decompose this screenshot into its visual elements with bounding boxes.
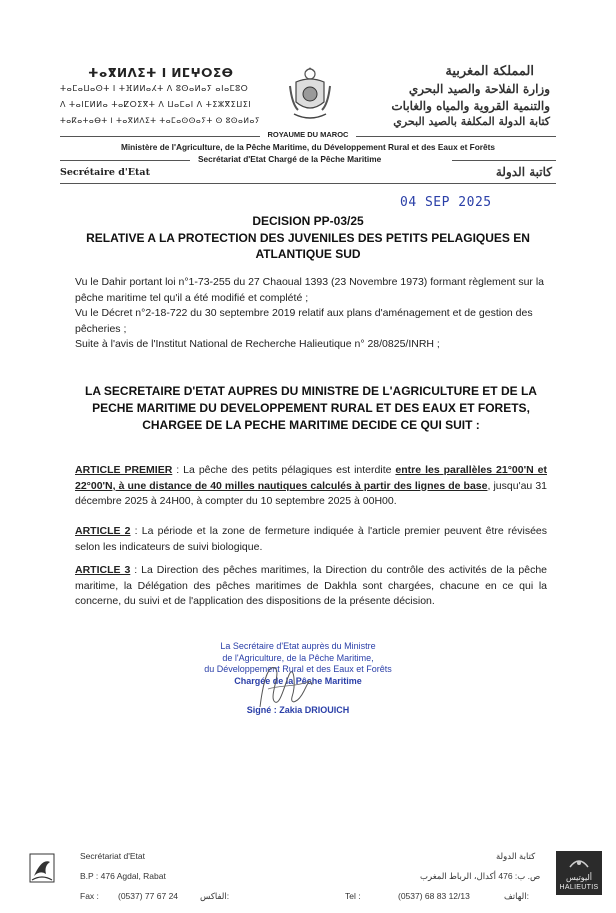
header-bottom-rule: [60, 183, 556, 184]
arabic-ministry-3: كتابة الدولة المكلفة بالصيد البحري: [393, 115, 550, 128]
article-2-label: ARTICLE 2: [75, 525, 131, 537]
tifinagh-ministry-1: ⵜⴰⵎⴰⵡⴰⵙⵜ ⵏ ⵜⴼⵍⵍⴰⵃⵜ ⴷ ⵓⵙⴰⵍⴰⵢ ⴰⵏⴰⵎⵓⵔ: [60, 84, 249, 93]
article-2-text: : La période et la zone de fermeture indiquée à l'article premier peuvent être révisées selon les indicateurs de suivi biologique.: [75, 525, 547, 553]
article-3: [75, 563, 547, 610]
secretariat-rule-left: [60, 160, 190, 161]
article-3-label: ARTICLE 3: [75, 564, 131, 576]
article-1: [75, 463, 547, 510]
arabic-kingdom: المملكة المغربية: [445, 64, 534, 79]
signed-by: Signé : Zakia DRIOUICH: [246, 705, 350, 715]
footer-tel: (0537) 68 83 12/13: [398, 891, 470, 901]
visa-decret: Vu le Décret n°2-18-722 du 30 septembre 2019 relatif aux plans d'aménagement et de gestion des pêcheries ;: [75, 307, 533, 335]
article-1-text-a: : La pêche des petits pélagiques est interdite: [172, 464, 396, 476]
article-1-label: ARTICLE PREMIER: [75, 464, 173, 476]
footer-fax-label: Fax :: [80, 891, 99, 901]
kingdom-label: ROYAUME DU MAROC: [267, 130, 349, 139]
footer-fr-title: Secrétariat d'Etat: [80, 851, 145, 861]
tifinagh-ministry-3: ⵜⴰⴽⴰⵜⴰⴱⵜ ⵏ ⵜⴰⴳⵍⴷⵉⵜ ⵜⴰⵎⴰⵙⵙⴰⵢⵜ ⵙ ⵓⵙⴰⵍⴰⵢ: [60, 116, 261, 125]
footer-fr-bp: B.P : 476 Agdal, Rabat: [80, 871, 166, 881]
visa-dahir: Vu le Dahir portant loi n°1-73-255 du 27 Chaoual 1393 (23 Novembre 1973) formant règlement sur la pêche maritime tel qu'il a été modifié et complété ;: [75, 276, 544, 304]
handwritten-signature: [240, 655, 330, 715]
article-1-zone: entre les parallèles 21°00'N et 22°00'N, à une distance de 40 milles nautiques calculés à partir des lignes de base: [75, 464, 547, 492]
footer-tel-ar: الهاتف:: [504, 891, 529, 901]
footer-ar-title: كتابة الدولة: [496, 851, 536, 861]
footer-tel-label: Tel :: [345, 891, 361, 901]
office-fr: Secrétaire d'Etat: [60, 167, 150, 178]
tifinagh-ministry-2: ⴷ ⵜⴰⵏⵎⵍⵍⴰ ⵜⴰⵇⵔⵉⴳⵜ ⴷ ⵡⴰⵎⴰⵏ ⴷ ⵜⵉⵣⴳⵉⵡⵉⵏ: [60, 100, 252, 109]
signature-line-4: Chargée de la Pêche Maritime: [234, 675, 362, 686]
decision-number: DECISION PP-03/25: [252, 214, 364, 228]
date-stamp: 04 SEP 2025: [400, 195, 492, 210]
coat-of-arms-emblem: [288, 66, 332, 122]
secretariat-label: Secrétariat d'Etat Chargé de la Pêche Maritime: [198, 154, 382, 164]
secretariat-rule-right: [452, 160, 556, 161]
article-3-text: : La Direction des pêches maritimes, la Direction du contrôle des activités de la pêche maritime, la Délégation des pêches maritimes de Dakhla sont chargées, chacune en ce qui la concerne, du suivi et de l'application des dispositions de la présente décision.: [75, 564, 547, 607]
authority-heading: LA SECRETAIRE D'ETAT AUPRES DU MINISTRE DE L'AGRICULTURE ET DE LA PECHE MARITIME DU DEVELOPPEMENT RURAL ET DES EAUX ET FORETS, CHARGEE DE LA PECHE MARITIME DECIDE CE QUI SUIT :: [85, 384, 537, 432]
article-2: [75, 524, 547, 555]
halieutis-logo: [556, 851, 602, 895]
arabic-ministry-1: وزارة الفلاحة والصيد البحري: [408, 82, 550, 96]
signature-line-2: de l'Agriculture, de la Pêche Maritime,: [222, 652, 374, 663]
ministry-label: Ministère de l'Agriculture, de la Pêche Maritime, du Développement Rural et des Eaux et Forêts: [120, 142, 496, 152]
ministry-footer-logo: [22, 848, 62, 888]
tifinagh-kingdom: ⵜⴰⴳⵍⴷⵉⵜ ⵏ ⵍⵎⵖⵔⵉⴱ: [88, 66, 234, 80]
office-ar: كاتبة الدولة: [495, 165, 552, 179]
halieutis-logo-ar: أليوتيس: [565, 873, 593, 882]
footer-ar-bp: ص. ب: 476 أكدال، الرباط المغرب: [420, 871, 541, 881]
article-1-text-b: , jusqu'au 31 décembre 2025 à 24H00, à compter du 10 septembre 2025 à 00H00.: [75, 479, 547, 507]
halieutis-logo-fr: HALIEUTIS: [559, 884, 599, 891]
arabic-ministry-2: والتنمية القروية والمياه والغابات: [391, 99, 550, 113]
decision-subject-1: RELATIVE A LA PROTECTION DES JUVENILES DES PETITS PELAGIQUES EN: [86, 231, 530, 245]
signature-line-1: La Secrétaire d'Etat auprès du Ministre: [220, 641, 376, 651]
decision-subject-2: ATLANTIQUE SUD: [255, 247, 361, 261]
visa-inrh: Suite à l'avis de l'Institut National de Recherche Halieutique n° 28/0825/INRH ;: [75, 338, 440, 350]
visas-block: [75, 275, 547, 353]
footer-fax: (0537) 77 67 24: [118, 891, 179, 901]
signature-line-3: du Développement Rural et des Eaux et Forêts: [204, 664, 392, 674]
footer-fax-ar: الفاكس:: [200, 891, 230, 901]
